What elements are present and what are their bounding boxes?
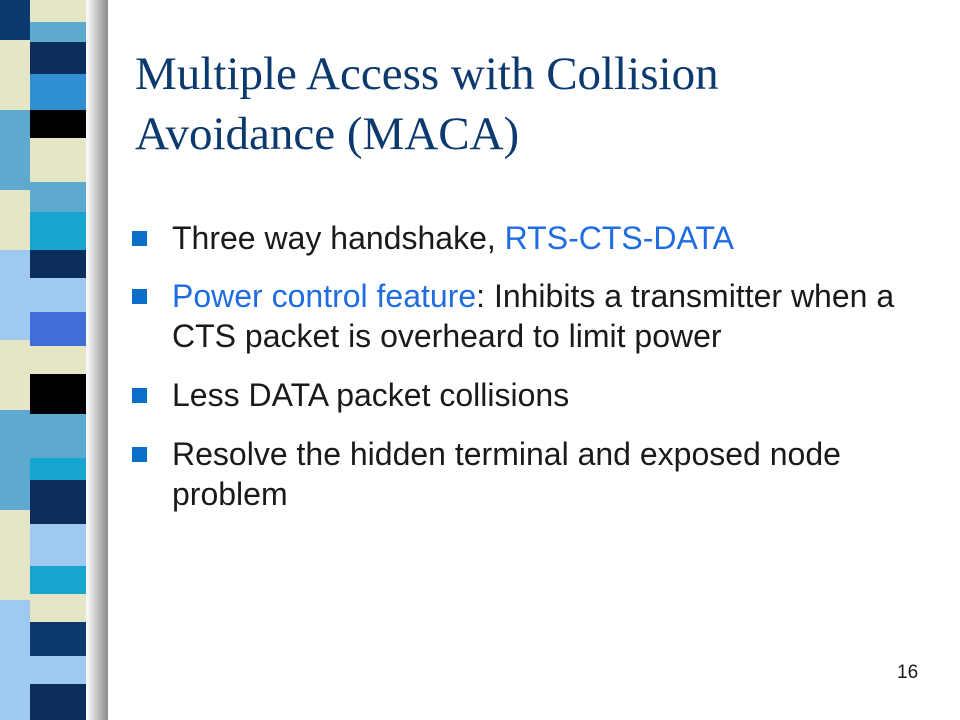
bullet-text: : Inhibits a transmitter when a CTS packet is overheard to limit power bbox=[172, 278, 895, 354]
bullet-text: Less DATA packet collisions bbox=[172, 377, 570, 413]
bullet-item-handshake bbox=[132, 218, 932, 258]
bullet-list bbox=[132, 218, 932, 514]
square-bullet-icon bbox=[132, 388, 147, 403]
bullet-text: Resolve the hidden terminal and exposed node problem bbox=[172, 436, 841, 512]
square-bullet-icon bbox=[132, 447, 147, 462]
title-line-1: Multiple Access with Collision bbox=[135, 48, 719, 100]
bullet-item-less-collisions bbox=[132, 375, 932, 415]
bullet-item-hidden-terminal bbox=[132, 434, 932, 514]
bullet-text: Three way handshake, bbox=[172, 220, 505, 256]
square-bullet-icon bbox=[132, 289, 147, 304]
title-line-2: Avoidance (MACA) bbox=[135, 108, 520, 160]
bullet-highlight: Power control feature bbox=[172, 278, 477, 314]
square-bullet-icon bbox=[132, 231, 147, 246]
slide-title bbox=[135, 44, 915, 164]
bullet-highlight: RTS-CTS-DATA bbox=[504, 220, 734, 256]
decorative-stripe bbox=[0, 0, 112, 720]
page-number: 16 bbox=[897, 662, 919, 683]
bullet-item-power-control bbox=[132, 276, 932, 356]
stripe-pattern-icon bbox=[0, 0, 112, 720]
